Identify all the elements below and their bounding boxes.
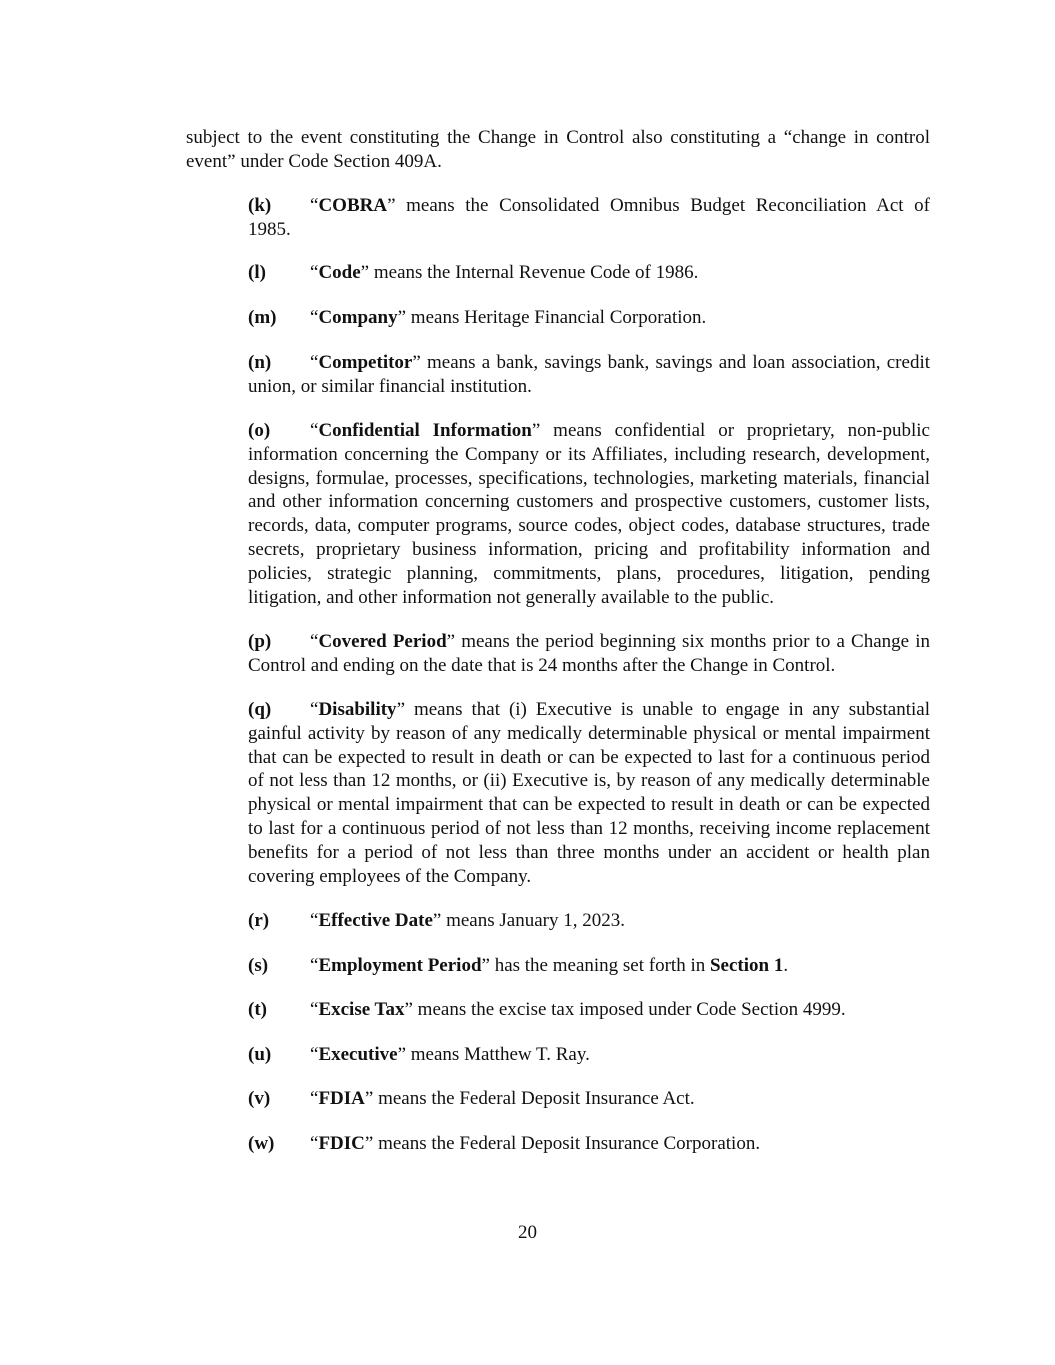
definition-s: (s) “Employment Period” has the meaning set forth in Section 1. (248, 955, 789, 976)
definition-label: (t) (248, 999, 267, 1020)
definition-label: (u) (248, 1044, 272, 1065)
definition-label: (s) (248, 955, 269, 976)
definition-label: (w) (248, 1133, 275, 1154)
defined-term: Competitor (318, 352, 413, 373)
definition-label: (p) (248, 631, 272, 652)
definition-l: (l) “Code” means the Internal Revenue Code of 1986. (248, 262, 699, 283)
definition-m: (m) “Company” means Heritage Financial Corporation. (248, 307, 707, 328)
definition-label: (o) (248, 420, 271, 441)
definition-label: (k) (248, 195, 272, 216)
definition-n: (n) “Competitor” means a bank, savings bank, savings and loan association, credit union, or similar financial institution. (248, 352, 930, 397)
defined-term: FDIC (318, 1133, 365, 1154)
defined-term: Excise Tax (318, 999, 405, 1020)
definition-label: (m) (248, 307, 277, 328)
definition-label: (n) (248, 352, 272, 373)
definition-k: (k) “COBRA” means the Consolidated Omnibus Budget Reconciliation Act of 1985. (248, 195, 930, 240)
continuation-paragraph: subject to the event constituting the Change in Control also constituting a “change in control event” under Code Section 409A. (186, 127, 930, 172)
defined-term: Effective Date (318, 910, 433, 931)
definition-t: (t) “Excise Tax” means the excise tax imposed under Code Section 4999. (248, 999, 846, 1020)
page-number: 20 (518, 1222, 537, 1243)
definition-label: (l) (248, 262, 266, 283)
defined-term: Employment Period (318, 955, 482, 976)
definition-label: (r) (248, 910, 270, 931)
definition-q: (q) “Disability” means that (i) Executive is unable to engage in any substantial gainful activity by reason of any medically determinable physical or mental impairment that can be expected to result in death or can be expected to last for a continuous period of not less than 12 months, or (ii) Executive is, by reason of any medically determinable physical or mental impairment that can be expected to result in death or can be expected to last for a continuous period of not less than 12 months, receiving income replacement benefits for a period of not less than three months under an accident or health plan covering employees of the Company. (248, 699, 930, 887)
section-reference: Section 1 (709, 955, 784, 976)
definition-o: (o) “Confidential Information” means confidential or proprietary, non-public information concerning the Company or its Affiliates, including research, development, designs, formulae, processes, specifications, technologies, marketing materials, financial and other information concerning customers and prospective customers, customer lists, records, data, computer programs, source codes, object codes, database structures, trade secrets, proprietary business information, pricing and profitability information and policies, strategic planning, commitments, plans, procedures, litigation, pending litigation, and other information not generally available to the public. (248, 420, 930, 608)
defined-term: Confidential Information (318, 420, 532, 441)
definition-u: (u) “Executive” means Matthew T. Ray. (248, 1044, 590, 1065)
defined-term: COBRA (318, 195, 388, 216)
defined-term: Executive (318, 1044, 398, 1065)
defined-term: Disability (318, 699, 397, 720)
definition-r: (r) “Effective Date” means January 1, 2023. (248, 910, 625, 931)
defined-term: Covered Period (318, 631, 447, 652)
definition-v: (v) “FDIA” means the Federal Deposit Insurance Act. (248, 1088, 695, 1109)
definition-w: (w) “FDIC” means the Federal Deposit Insurance Corporation. (248, 1133, 761, 1154)
defined-term: Code (318, 262, 361, 283)
definition-label: (q) (248, 699, 272, 720)
defined-term: FDIA (318, 1088, 365, 1109)
definition-p: (p) “Covered Period” means the period beginning six months prior to a Change in Control and ending on the date that is 24 months after the Change in Control. (248, 631, 930, 676)
definition-label: (v) (248, 1088, 271, 1109)
defined-term: Company (318, 307, 398, 328)
